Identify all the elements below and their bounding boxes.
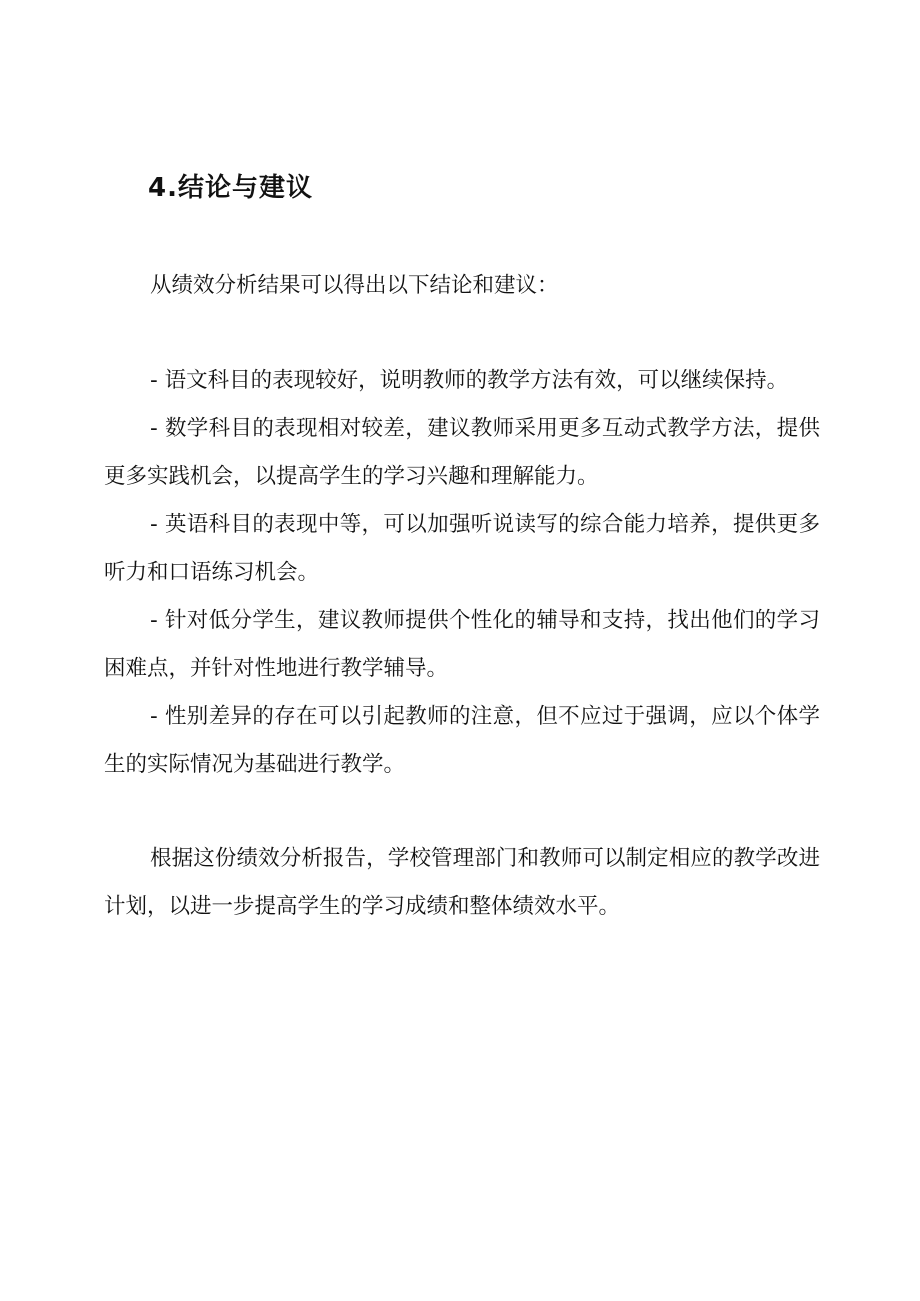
recommendation-item-english: - 英语科目的表现中等，可以加强听说读写的综合能力培养，提供更多听力和口语练习机会。: [104, 512, 820, 585]
recommendation-item-chinese: - 语文科目的表现较好，说明教师的教学方法有效，可以继续保持。: [150, 368, 789, 393]
intro-paragraph: 从绩效分析结果可以得出以下结论和建议：: [150, 273, 559, 298]
recommendation-item-gender-difference: - 性别差异的存在可以引起教师的注意，但不应过于强调，应以个体学生的实际情况为基础进行教学。: [104, 704, 820, 777]
closing-paragraph: 根据这份绩效分析报告，学校管理部门和教师可以制定相应的教学改进计划，以进一步提高学生的学习成绩和整体绩效水平。: [104, 846, 820, 919]
section-heading: 4.结论与建议: [148, 173, 313, 203]
recommendation-item-math: - 数学科目的表现相对较差，建议教师采用更多互动式教学方法，提供更多实践机会，以提高学生的学习兴趣和理解能力。: [104, 416, 820, 489]
recommendation-item-low-score-students: - 针对低分学生，建议教师提供个性化的辅导和支持，找出他们的学习困难点，并针对性地进行教学辅导。: [104, 608, 820, 681]
